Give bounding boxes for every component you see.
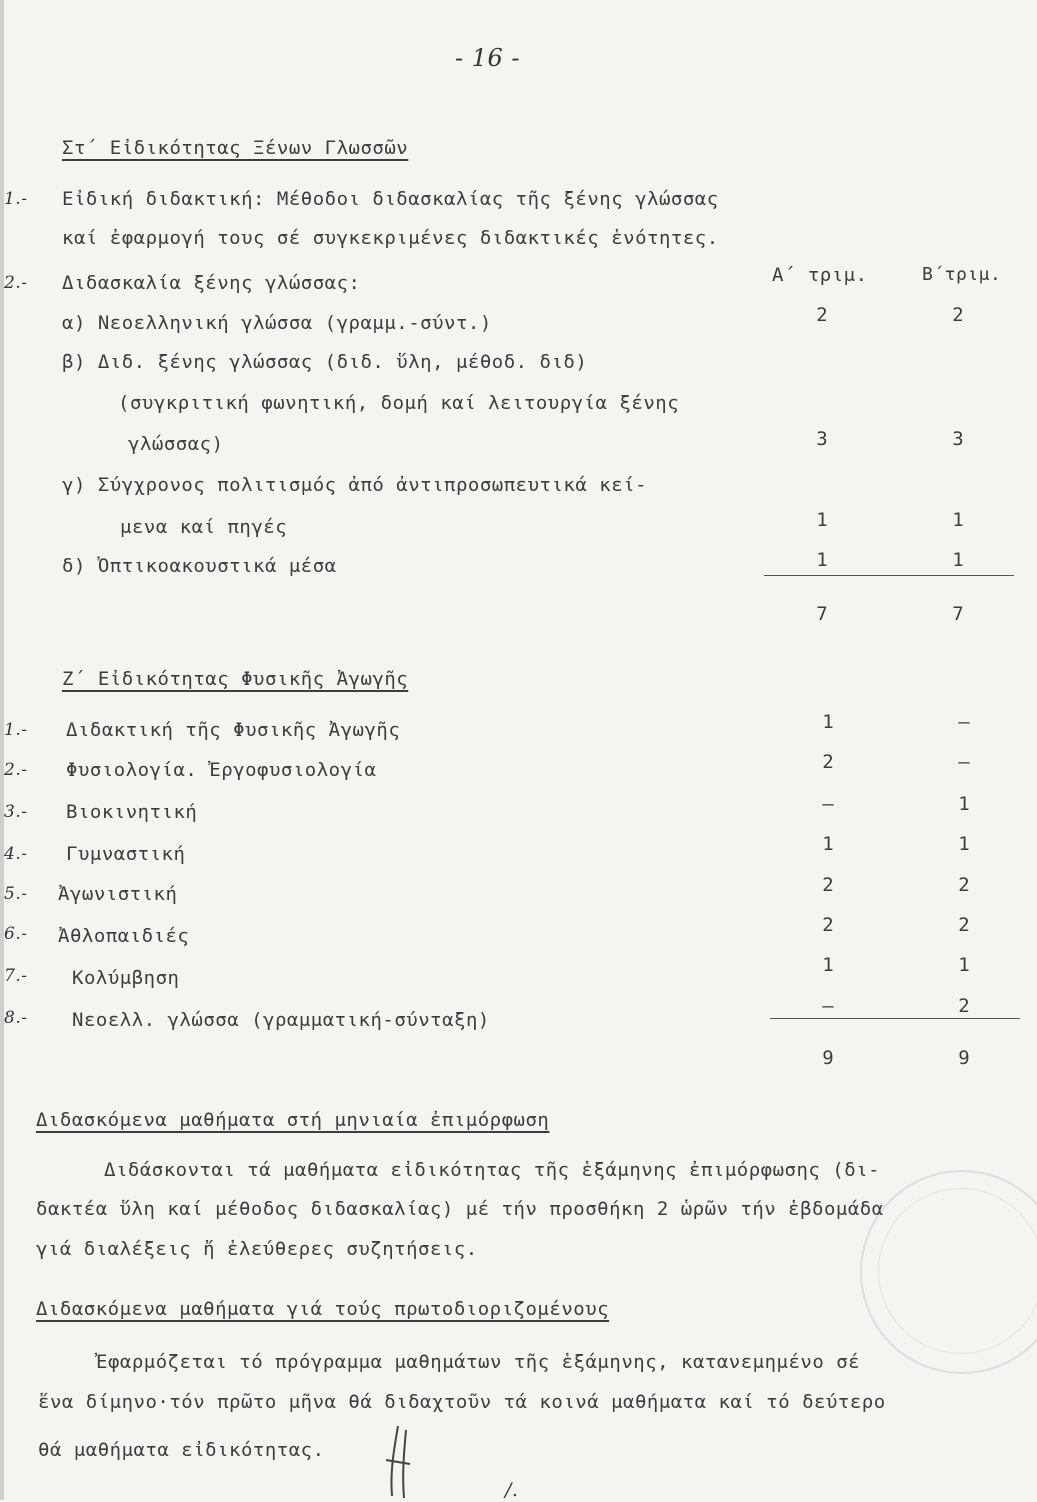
- page-edge-shadow: [0, 0, 4, 1500]
- row-value-a: 3: [816, 428, 828, 450]
- sum-rule: [770, 1018, 1020, 1019]
- row-value-a: 2: [816, 304, 828, 326]
- row-value-a: –: [822, 793, 834, 815]
- row-label: Κολύμβηση: [72, 967, 180, 989]
- row-label: μενα καί πηγές: [120, 516, 288, 538]
- section-z-heading: Ζ΄ Εἰδικότητας Φυσικῆς Ἀγωγῆς: [62, 668, 409, 690]
- row-label: β) Διδ. ξένης γλώσσας (διδ. ὕλη, μέθοδ. διδ): [62, 351, 588, 373]
- item-marker: 4.-: [4, 844, 28, 864]
- row-label: Ἀθλοπαιδιές: [58, 925, 190, 947]
- row-value-a: 2: [822, 751, 834, 773]
- row-value-a: –: [822, 995, 834, 1017]
- total-a: 7: [816, 603, 828, 625]
- row-value-b: 1: [958, 954, 970, 976]
- item-marker: 2.-: [4, 760, 28, 780]
- paragraph-line: δακτέα ὕλη καί μέθοδος διδασκαλίας) μέ τήν προσθήκη 2 ὡρῶν τήν ἑβδομάδα: [36, 1198, 884, 1220]
- row-label: Νεοελλ. γλώσσα (γραμματική-σύνταξη): [72, 1009, 490, 1031]
- row-value-a: 2: [822, 914, 834, 936]
- row-label: Διδακτική τῆς Φυσικῆς Ἀγωγῆς: [66, 719, 401, 741]
- paragraph-line: Ἐφαρμόζεται τό πρόγραμμα μαθημάτων τῆς ἑξάμηνης, κατανεμημένο σέ: [96, 1351, 861, 1373]
- item-marker: 6.-: [4, 924, 28, 944]
- item-marker: 1.-: [4, 189, 28, 209]
- paragraph-line: ἕνα δίμηνο·τόν πρῶτο μῆνα θά διδαχτοῦν τά κοινά μαθήματα καί τό δεύτερο: [38, 1391, 886, 1413]
- row-value-a: 1: [822, 833, 834, 855]
- item-marker: 3.-: [4, 802, 28, 822]
- row-label: α) Νεοελληνική γλώσσα (γραμμ.-σύντ.): [62, 312, 492, 334]
- row-value-a: 1: [816, 509, 828, 531]
- continuation-mark: /.: [505, 1479, 519, 1501]
- row-label: Φυσιολογία. Ἐργοφυσιολογία: [66, 759, 377, 781]
- row-value-b: 3: [952, 428, 964, 450]
- item-text: Διδασκαλία ξένης γλώσσας:: [62, 272, 361, 294]
- row-value-a: 2: [822, 874, 834, 896]
- handwritten-signature: [380, 1420, 420, 1500]
- row-label: γ) Σύγχρονος πολιτισμός ἀπό ἀντιπροσωπευτικά κεί-: [62, 474, 648, 496]
- column-header-a: Α΄ τριμ.: [772, 264, 868, 286]
- paragraph-line: θά μαθήματα εἰδικότητας.: [38, 1439, 325, 1461]
- total-a: 9: [822, 1047, 834, 1069]
- item-marker: 8.-: [4, 1008, 28, 1028]
- row-label: Βιοκινητική: [66, 801, 198, 823]
- sum-rule: [764, 575, 1014, 576]
- row-value-b: 1: [958, 833, 970, 855]
- item-marker: 2.-: [4, 273, 28, 293]
- item-text: καί ἐφαρμογή τους σέ συγκεκριμένες διδακτικές ἑνότητες.: [62, 227, 719, 249]
- total-b: 9: [958, 1047, 970, 1069]
- paragraph-line: Διδάσκονται τά μαθήματα εἰδικότητας τῆς ἑξάμηνης ἐπιμόρφωσης (δι-: [104, 1159, 881, 1181]
- item-marker: 7.-: [4, 966, 28, 986]
- section-st-heading: Στ΄ Εἰδικότητας Ξένων Γλωσσῶν: [62, 137, 409, 159]
- page-number: - 16 -: [455, 44, 521, 72]
- faded-stamp-inner: [878, 1188, 1037, 1354]
- monthly-heading: Διδασκόμενα μαθήματα στή μηνιαία ἐπιμόρφωση: [36, 1109, 550, 1131]
- row-value-b: –: [958, 711, 970, 733]
- row-value-b: 2: [958, 995, 970, 1017]
- row-value-a: 1: [816, 549, 828, 571]
- row-label: (συγκριτική φωνητική, δομή καί λειτουργία ξένης: [118, 392, 680, 414]
- row-value-b: 2: [952, 304, 964, 326]
- row-value-b: 1: [952, 509, 964, 531]
- item-marker: 1.-: [4, 720, 28, 740]
- row-value-b: –: [958, 751, 970, 773]
- row-label: Ἀγωνιστική: [58, 883, 178, 905]
- row-value-b: 1: [958, 793, 970, 815]
- row-value-a: 1: [822, 711, 834, 733]
- row-value-b: 2: [958, 874, 970, 896]
- row-value-a: 1: [822, 954, 834, 976]
- row-label: γλώσσας): [128, 433, 224, 455]
- row-label: δ) Ὀπτικοακουστικά μέσα: [62, 555, 337, 577]
- column-header-b: Β΄τριμ.: [922, 264, 1002, 285]
- newly-heading: Διδασκόμενα μαθήματα γιά τούς πρωτοδιοριζομένους: [36, 1298, 610, 1320]
- paragraph-line: γιά διαλέξεις ἤ ἐλεύθερες συζητήσεις.: [36, 1238, 478, 1260]
- total-b: 7: [952, 603, 964, 625]
- row-label: Γυμναστική: [66, 843, 186, 865]
- row-value-b: 1: [952, 549, 964, 571]
- item-marker: 5.-: [4, 884, 28, 904]
- item-text: Εἰδική διδακτική: Μέθοδοι διδασκαλίας τῆς ξένης γλώσσας: [62, 188, 719, 210]
- row-value-b: 2: [958, 914, 970, 936]
